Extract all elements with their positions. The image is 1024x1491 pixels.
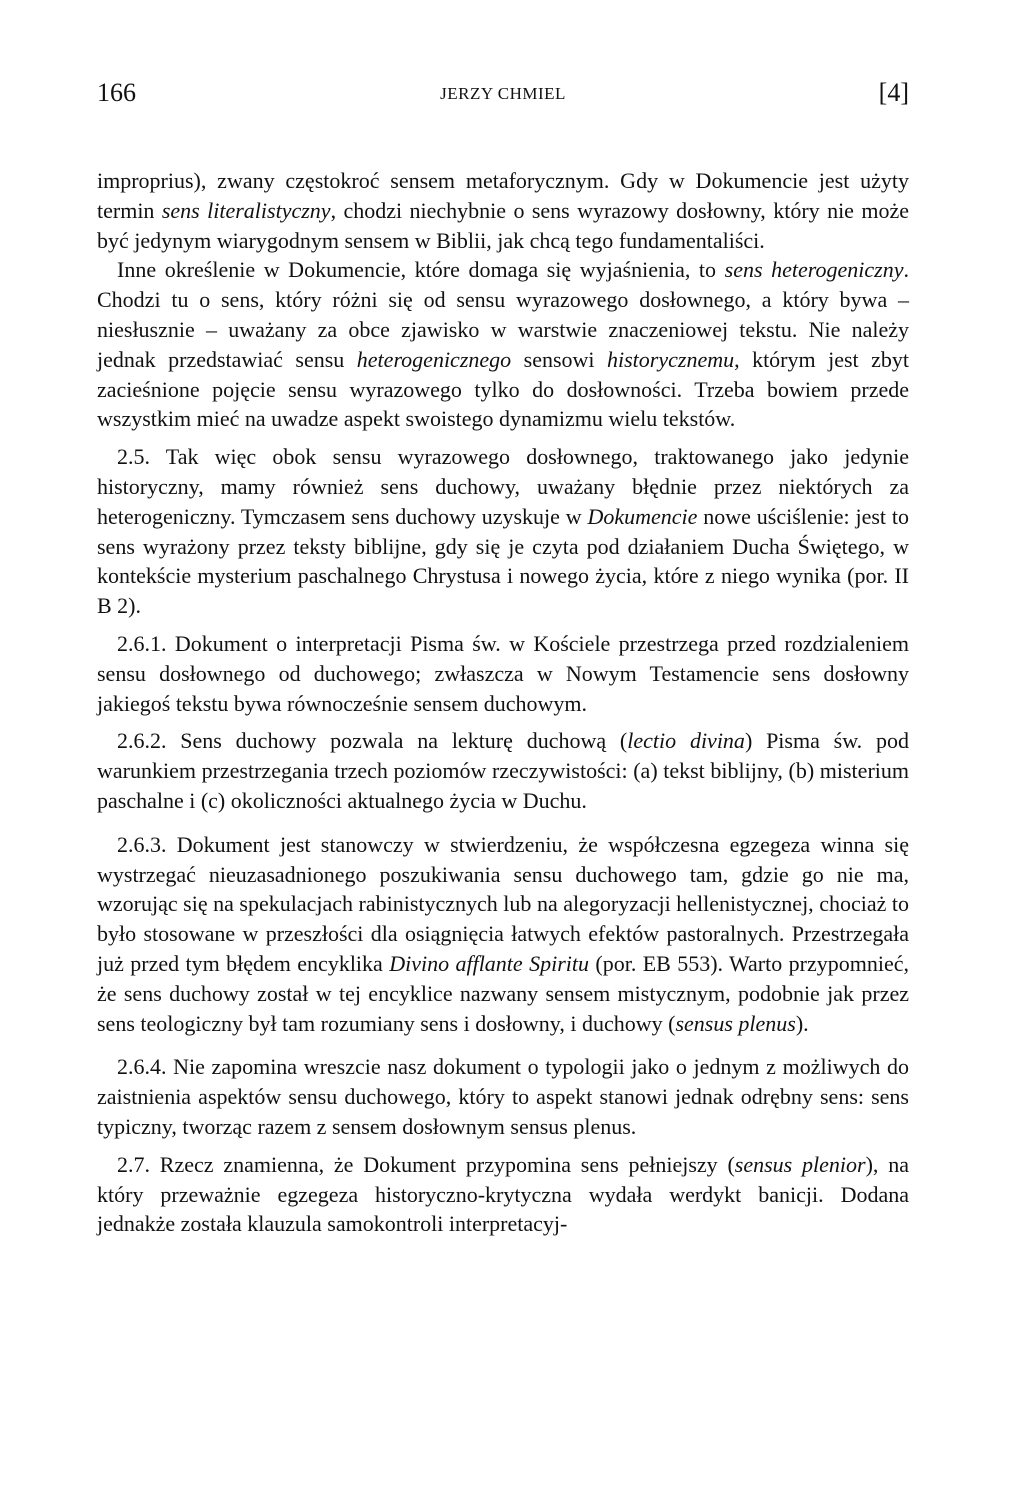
body-text <box>97 166 909 1239</box>
section-ref: [4] <box>878 78 909 107</box>
paragraph-8: 2.7. Rzecz znamienna, że Dokument przypomina sens pełniejszy (sensus plenior), na który przeważnie egzegeza historyczno-krytyczna wydała werdykt banicji. Dodana jednakże została klauzula samokontroli interpretacyj- <box>97 1151 909 1237</box>
paragraph-6: 2.6.3. Dokument jest stanowczy w stwierdzeniu, że współczesna egzegeza winna się wystrzegać nieuzasadnionego poszukiwania sensu duchowego tam, gdzie go nie ma, wzorując się na spekulacjach rabinistycznych lub na alegoryzacji hellenistycznej, chociaż to było stosowane w przeszłości dla osiągnięcia łatwych efektów pastoralnych. Przestrzegała już przed tym błędem encyklika Divino afflante Spiritu (por. EB 553). Warto przypomnieć, że sens duchowy został w tej encyklice nazwany sensem mistycznym, podobnie jak przez sens teologiczny był tam rozumiany sens i dosłowny, i duchowy (sensus plenus). <box>97 831 909 1036</box>
paragraph-5: 2.6.2. Sens duchowy pozwala na lekturę duchową (lectio divina) Pisma św. pod warunkiem przestrzegania trzech poziomów rzeczywistości: (a) tekst biblijny, (b) misterium paschalne i (c) okoliczności aktualnego życia w Duchu. <box>97 728 909 813</box>
running-head: JERZY CHMIEL <box>440 84 566 103</box>
paragraph-4: 2.6.1. Dokument o interpretacji Pisma św. w Kościele przestrzega przed rozdzialeniem sensu dosłownego od duchowego; zwłaszcza w Nowym Testamencie sens dosłowny jakiegoś tekstu bywa równocześnie sensem duchowym. <box>97 630 909 716</box>
page-number: 166 <box>97 78 136 107</box>
paragraph-2: Inne określenie w Dokumencie, które domaga się wyjaśnienia, to sens heterogeniczny. Chodzi tu o sens, który różni się od sensu wyrazowego dosłownego, a który bywa – niesłusznie – uważany za obce zjawisko w warstwie znaczeniowej tekstu. Nie należy jednak przedstawiać sensu heterogenicznego sensowi historycznemu, którym jest zbyt zacieśnione pojęcie sensu wyrazowego tylko do dosłowności. Trzeba bowiem przede wszystkim mieć na uwadze aspekt swoistego dynamizmu wielu tekstów. <box>97 257 910 432</box>
page-header <box>97 78 909 118</box>
paragraph-7: 2.6.4. Nie zapomina wreszcie nasz dokument o typologii jako o jednym z możliwych do zaistnienia aspektów sensu duchowego, który to aspekt stanowi jednak odrębny sens: sens typiczny, tworząc razem z sensem dosłownym sensus plenus. <box>97 1054 909 1139</box>
paragraph-3: 2.5. Tak więc obok sensu wyrazowego dosłownego, traktowanego jako jedynie historyczny, mamy również sens duchowy, uważany błędnie przez niektórych za heterogeniczny. Tymczasem sens duchowy uzyskuje w Dokumencie nowe uściślenie: jest to sens wyrażony przez teksty biblijne, gdy się je czyta pod działaniem Ducha Świętego, w kontekście mysterium paschalnego Chrystusa i nowego życia, które z niego wynika (por. II B 2). <box>97 444 909 619</box>
page <box>97 78 909 1239</box>
paragraph-1: improprius), zwany częstokroć sensem metaforycznym. Gdy w Dokumencie jest użyty termin sens literalistyczny, chodzi niechybnie o sens wyrazowy dosłowny, który nie może być jedynym wiarygodnym sensem w Biblii, jak chcą tego fundamentaliści. <box>97 168 909 253</box>
